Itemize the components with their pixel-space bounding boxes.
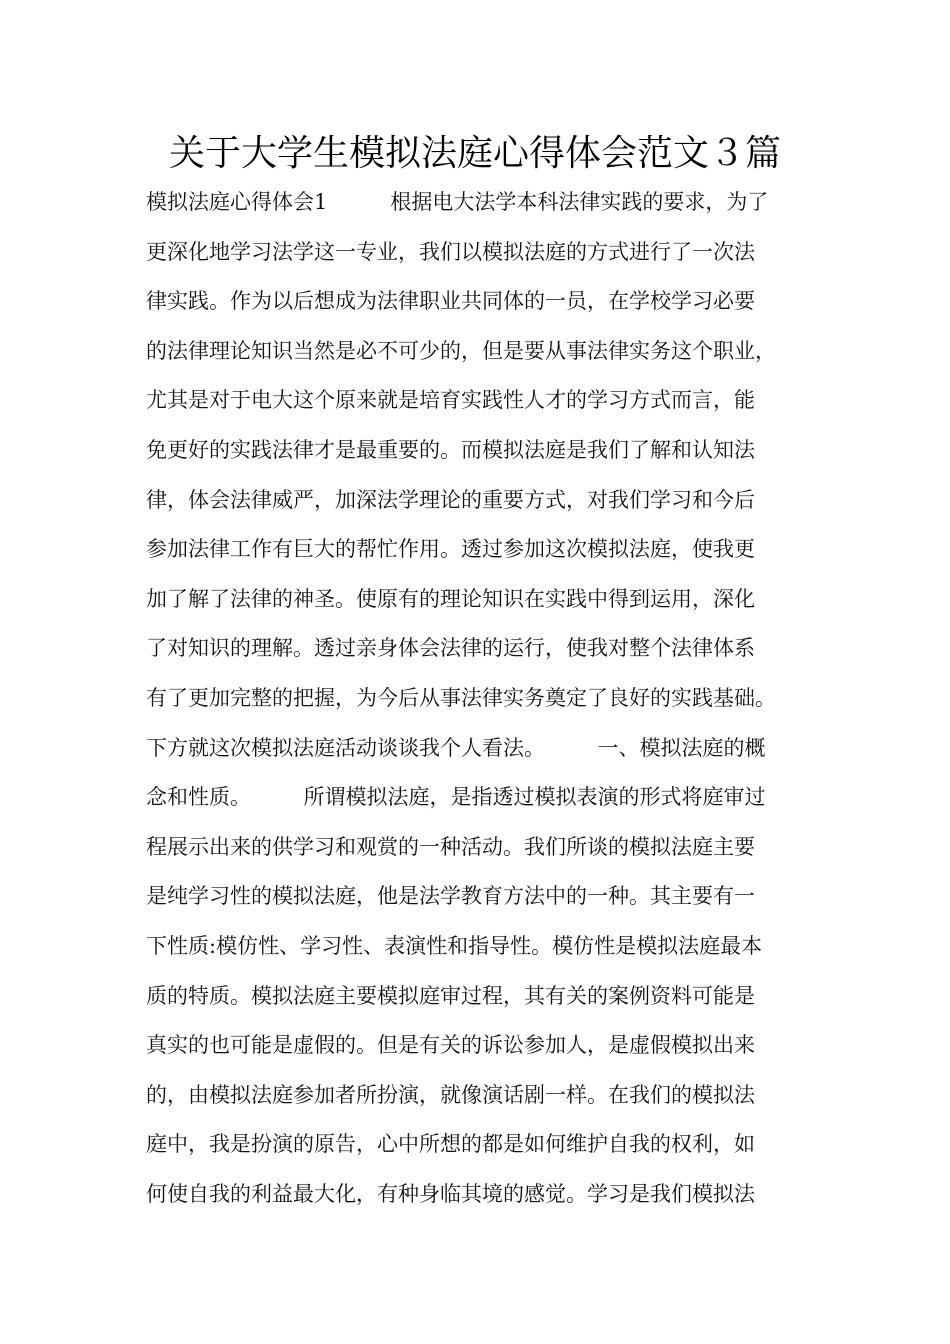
body-line: 模拟法庭心得体会1 根据电大法学本科法律实践的要求，为了 [146,190,769,214]
body-line: 程展示出来的供学习和观赏的一种活动。我们所谈的模拟法庭主要 [146,834,755,859]
body-line: 下方就这次模拟法庭活动谈谈我个人看法。 一、模拟法庭的概 [146,735,766,760]
body-line: 有了更加完整的把握，为今后从事法律实务奠定了良好的实践基础。 [146,685,776,710]
body-line: 更深化地学习法学这一专业，我们以模拟法庭的方式进行了一次法 [146,239,755,264]
body-line: 免更好的实践法律才是最重要的。而模拟法庭是我们了解和认知法 [146,437,755,462]
body-line: 何使自我的利益最大化，有种身临其境的感觉。学习是我们模拟法 [146,1181,755,1206]
body-line: 了对知识的理解。透过亲身体会法律的运行，使我对整个法律体系 [146,636,755,661]
document-body [146,178,826,1219]
body-line: 律，体会法律威严，加深法学理论的重要方式，对我们学习和今后 [146,487,755,512]
body-line: 下性质:模仿性、学习性、表演性和指导性。模仿性是模拟法庭最本 [146,933,763,958]
body-line: 质的特质。模拟法庭主要模拟庭审过程，其有关的案例资料可能是 [146,983,755,1008]
body-line: 念和性质。 所谓模拟法庭，是指透过模拟表演的形式将庭审过 [146,785,766,810]
body-line: 的，由模拟法庭参加者所扮演，就像演话剧一样。在我们的模拟法 [146,1082,755,1107]
body-line: 真实的也可能是虚假的。但是有关的诉讼参加人，是虚假模拟出来 [146,1033,755,1058]
body-line: 律实践。作为以后想成为法律职业共同体的一员，在学校学习必要 [146,289,755,314]
document-title: 关于大学生模拟法庭心得体会范文３篇 [168,133,781,174]
body-line: 参加法律工作有巨大的帮忙作用。透过参加这次模拟法庭，使我更 [146,537,755,562]
body-line: 庭中，我是扮演的原告，心中所想的都是如何维护自我的权利，如 [146,1132,755,1157]
body-line: 的法律理论知识当然是必不可少的，但是要从事法律实务这个职业， [146,338,776,363]
body-line: 尤其是对于电大这个原来就是培育实践性人才的学习方式而言，能 [146,388,755,413]
body-line: 是纯学习性的模拟法庭，他是法学教育方法中的一种。其主要有一 [146,884,755,909]
body-line: 加了解了法律的神圣。使原有的理论知识在实践中得到运用，深化 [146,586,755,611]
